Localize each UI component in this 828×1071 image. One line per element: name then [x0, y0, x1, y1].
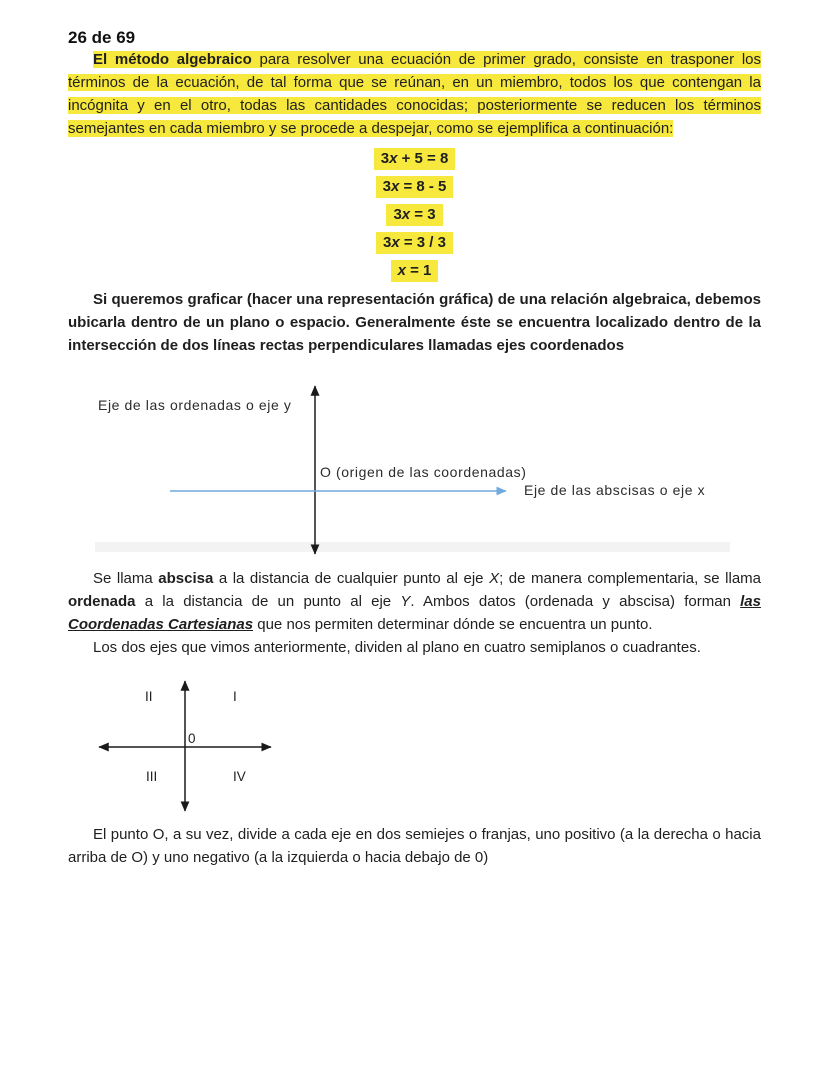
abscisa-text: ; de manera complementaria, se llama [499, 570, 761, 587]
equation-5-variable: x [397, 262, 406, 279]
equation-2-rest: = 8 - 5 [399, 178, 447, 195]
ordenada-term: ordenada [68, 593, 136, 610]
equation-5-rest: = 1 [405, 262, 432, 279]
abscisa-paragraph [68, 567, 761, 636]
equation-2-variable: x [390, 178, 400, 195]
axis-x-letter: X [489, 570, 500, 587]
abscisa-term: abscisa [158, 570, 214, 587]
equation-line [68, 176, 761, 198]
equation-line [68, 148, 761, 170]
equation-block [68, 148, 761, 282]
intro-paragraph [68, 48, 761, 140]
equation-3-rest: = 3 [410, 206, 436, 223]
quadrant-origin-label: 0 [188, 731, 196, 746]
equation-3-variable: x [401, 206, 411, 223]
y-axis-label: Eje de las ordenadas o eje y [98, 397, 292, 413]
intro-body: para resolver una ecuación de primer grado, consiste en trasponer los términos de la ecuación, de tal forma que se reúnan, en un miembro, todos los que contengan la incógnita y en el otro, todas las cantidades conocidas; posteriormente se reducen los términos semejantes en cada miembro y se procede a despejar, como se ejemplifica a continuación: [68, 51, 761, 137]
equation-line [68, 232, 761, 254]
coordenadas-cartesianas-term: las Coordenadas Cartesianas [68, 593, 761, 633]
equation-2-coeff: 3 [382, 178, 391, 195]
equation-4-coeff: 3 [383, 234, 392, 251]
axis-y-letter: Y [400, 593, 411, 610]
intro-highlight [68, 51, 761, 137]
page-number: 26 de 69 [68, 28, 136, 47]
final-paragraph: El punto O, a su vez, divide a cada eje en dos semiejes o franjas, uno positivo (a la derecha o hacia arriba de O) y uno negativo (a la izquierda o hacia debajo de 0) [68, 826, 761, 866]
abscisa-text: a la distancia de cualquier punto al eje [213, 570, 490, 587]
equation-3 [386, 204, 442, 226]
equation-1-rest: + 5 = 8 [397, 150, 449, 167]
abscisa-text: que nos permiten determinar dónde se encuentra un punto. [253, 616, 653, 633]
abscisa-text: a la distancia de un punto al eje [135, 593, 401, 610]
graficar-paragraph: Si queremos graficar (hacer una representación gráfica) de una relación algebraica, debemos ubicarla dentro de un plano o espacio. Generalmente éste se encuentra localizado dentro de la intersección de dos líneas rectas perpendiculares llamadas ejes coordenados [68, 291, 761, 354]
equation-1-coeff: 3 [380, 150, 390, 167]
quadrant-ii-label: II [145, 689, 153, 704]
equation-1-variable: x [389, 150, 398, 167]
quadrant-iii-label: III [146, 769, 158, 784]
equation-4-variable: x [391, 234, 400, 251]
abscisa-text: Se llama [93, 570, 159, 587]
equation-4-rest: = 3 / 3 [399, 234, 446, 251]
quadrants-diagram [68, 673, 368, 823]
equation-3-coeff: 3 [393, 206, 402, 223]
equation-2 [376, 176, 454, 198]
abscisa-text: . Ambos datos (ordenada y abscisa) forman [410, 593, 741, 610]
equation-line [68, 204, 761, 226]
coordinate-axes-diagram [68, 377, 761, 567]
quadrant-iv-label: IV [233, 769, 246, 784]
origin-label: O (origen de las coordenadas) [320, 464, 527, 480]
quadrant-i-label: I [233, 689, 237, 704]
equation-1 [374, 148, 456, 170]
equation-5 [391, 260, 439, 282]
cuadrantes-paragraph: Los dos ejes que vimos anteriormente, dividen al plano en cuatro semiplanos o cuadrantes. [93, 639, 701, 656]
equation-4 [376, 232, 453, 254]
quadrants-svg [68, 673, 348, 823]
equation-line [68, 260, 761, 282]
x-axis-label: Eje de las abscisas o eje x [524, 482, 706, 498]
intro-lead: El método algebraico [93, 51, 252, 68]
